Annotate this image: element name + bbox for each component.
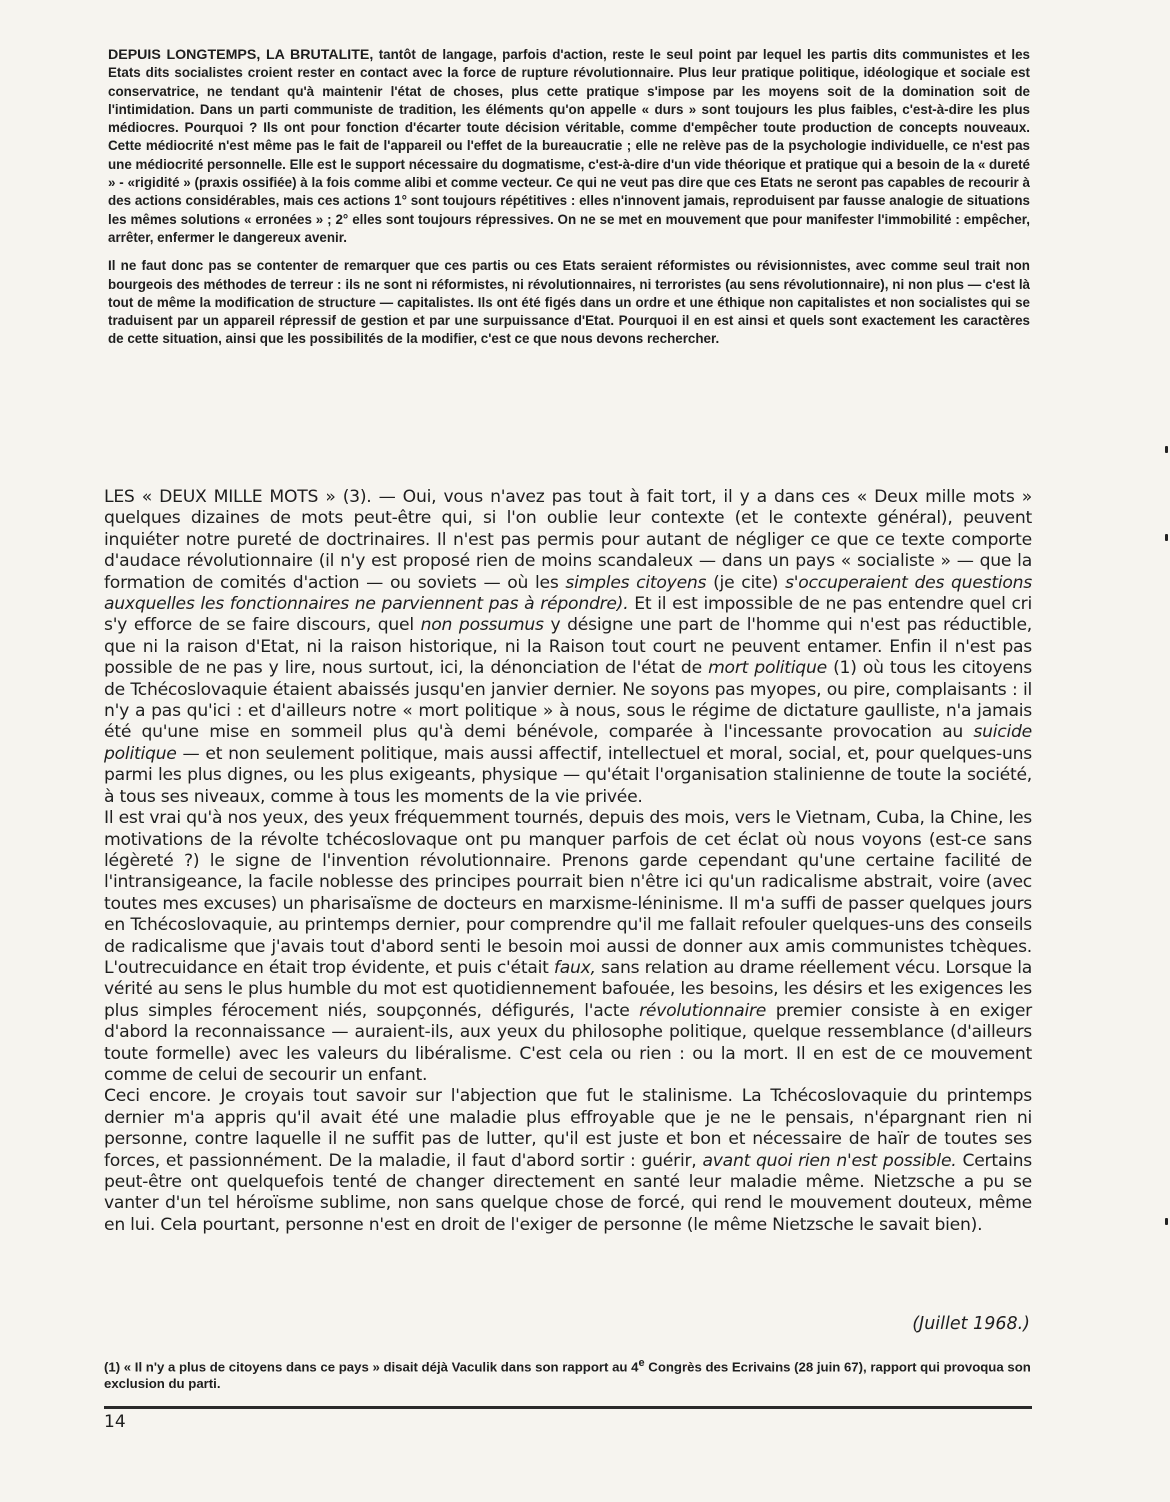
text-run: y désigne une part de l'homme qui n'est pas réductible, que ni la raison d'Etat, ni la raison historique, ni la Raison tout court ne peuvent entamer. Enfin il n'est pas possible de ne pas y lire, nous surtout, ici, la dénonciation de l'état de xyxy=(104,615,1032,679)
footnote xyxy=(104,1355,1034,1392)
page-number: 14 xyxy=(104,1412,126,1432)
margin-mark xyxy=(1165,446,1168,453)
margin-mark xyxy=(1165,1218,1168,1225)
italic-run: mort politique xyxy=(708,658,827,679)
text-run: (je cite) xyxy=(706,572,786,593)
paragraph xyxy=(104,487,1032,808)
page-divider xyxy=(104,1406,1032,1409)
text-run: sans relation au drame réellement vécu. Lorsque la vérité au sens le plus humble du mot est quotidiennement bafouée, les besoins, les désirs et les exigences les plus simples férocement niés, soupçonnés, défigurés, l'acte xyxy=(104,957,1033,1021)
text-run: — Oui, vous n'avez pas tout à fait tort, il y a dans ces « Deux mille mots » quelques dizaines de mots peut-être qui, si l'on oublie leur contexte (et le contexte général), peuvent inquiéter notre pureté de doctrinaires. Il n'est pas permis pour autant de négliger ce que ce texte comporte d'audace révolutionnaire (il n'y est proposé rien de moins scandaleux — dans un pays « socialiste » — que la formation de comités d'action — ou soviets — où les xyxy=(104,487,1032,593)
superscript: e xyxy=(638,1357,645,1369)
margin-mark xyxy=(1165,534,1168,541)
text-run: Ceci encore. Je croyais tout savoir sur l'abjection que fut le stalinisme. La Tchécoslovaquie du printemps dernier m'a appris qu'il avait été une maladie plus effroyable que je ne le pensais, n'épargnant rien ni personne, contre laquelle il ne suffit pas de lutter, qu'il est juste et bon et nécessaire de haïr de toutes ses forces, et passionnément. De la maladie, il faut d'abord sortir : guérir, xyxy=(104,1086,1032,1171)
italic-run: suicide politique xyxy=(104,722,1032,764)
italic-run: révolutionnaire xyxy=(639,1000,767,1021)
text-run: premier consiste à en exiger d'abord la reconnaissance — auraient-ils, aux yeux du philosophe politique, quelque ressemblance (d'ailleurs toute formelle) avec les valeurs du libéralisme. C'est cela ou rien : ou la mort. Il en est de ce mouvement comme de celui de secourir un enfant. xyxy=(104,1000,1032,1085)
italic-run: avant quoi rien n'est possible. xyxy=(702,1150,957,1171)
italic-run: s'occuperaient des questions auxquelles les fonctionnaires ne parviennent pas à répondre). xyxy=(104,572,1032,615)
italic-run: simples citoyens xyxy=(565,572,707,593)
paragraph-text: tantôt de langage, parfois d'action, reste le seul point par lequel les partis dits communistes et les Etats dits socialistes croient rester en contact avec la force de rupture révolutionnaire. Plus leur pratique politique, idéologique et sociale est conservatrice, ne tendant qu'à maintenir l'état de choses, plus cette pratique s'impose par les moyens soit de la domination soit de l'intimidation. Dans un parti communiste de tradition, les éléments qu'on appelle « durs » sont toujours les plus faibles, c'est-à-dire les plus médiocres. Pourquoi ? Ils ont pour fonction d'écarter toute décision véritable, comme d'empêcher toute production de concepts nouveaux. Cette médiocrité n'est même pas le fait de l'appareil ou l'effet de la bureaucratie ; elle ne relève pas de la psychologie individuelle, ce n'est pas une médiocrité personnelle. Elle est le support nécessaire du dogmatisme, c'est-à-dire d'un vide théorique et pratique qui a besoin de la « dureté » - «rigidité » (praxis ossifiée) à la fois comme alibi et comme vecteur. Ce qui ne veut pas dire que ces Etats ne seront pas capables de recourir à des actions considérables, mais ces actions 1° sont toujours répétitives : elles n'innovent jamais, reproduisent par fausse analogie de situations les mêmes solutions « erronées » ; 2° elles sont toujours répressives. On ne se met en mouvement que pour manifester l'immobilité : empêcher, arrêter, enfermer le dangereux avenir. xyxy=(108,47,1030,245)
article-section-deux-mille-mots xyxy=(104,487,1032,1236)
text-run: Il est vrai qu'à nos yeux, des yeux fréquemment tournés, depuis des mois, vers le Vietnam, Cuba, la Chine, les motivations de la révolte tchécoslovaque ont pu manquer parfois de cet éclat où nous voyons (est-ce sans légèreté ?) le signe de l'invention révolutionnaire. Prenons garde cependant qu'une certaine facilité de l'intransigeance, la facile noblesse des principes pourrait bien n'être ici qu'un radicalisme abstrait, voire (avec toutes mes excuses) un pharisaïsme de docteurs en marxisme-léninisme. Il m'a suffi de passer quelques jours en Tchécoslovaquie, au printemps dernier, pour comprendre qu'il me fallait refouler quelques-uns des conseils de radicalisme que j'avais tout d'abord senti le besoin moi aussi de donner aux amis communistes tchèques. L'outrecuidance en était trop évidente, et puis c'était xyxy=(104,808,1032,978)
article-section-brutalite xyxy=(108,46,1030,359)
article-date: (Juillet 1968.) xyxy=(912,1314,1030,1334)
text-run: — et non seulement politique, mais aussi affectif, intellectuel et moral, social, et, pour quelques-uns parmi les plus dignes, ou les plus exigeants, physique — qu'était l'organisation stalinienne de toute la société, à tous ses niveaux, comme à tous les moments de la vie privée. xyxy=(104,743,1032,807)
section-lead: LES « DEUX MILLE MOTS » (3). xyxy=(104,487,372,507)
paragraph: Il ne faut donc pas se contenter de remarquer que ces partis ou ces Etats seraient réformistes ou révisionnistes, avec comme seul trait non bourgeois des méthodes de terreur : ils ne sont ni réformistes, ni révolutionnaires, ni terroristes (au sens révolutionnaire), ni non plus — c'est là tout de même la modification de structure — capitalistes. Ils ont été figés dans un ordre et une éthique non capitalistes et non socialistes qui se traduisent par un appareil répressif de gestion et par une surpuissance d'Etat. Pourquoi il en est ainsi et quels sont exactement les caractères de cette situation, ainsi que les possibilités de la modifier, c'est ce que nous devons rechercher. xyxy=(108,258,1030,347)
text-run: Et il est impossible de ne pas entendre quel cri s'y efforce de se faire discours, quel xyxy=(104,594,1032,636)
paragraph xyxy=(104,1086,1032,1236)
italic-run: non possumus xyxy=(420,615,544,636)
paragraph xyxy=(104,808,1032,1086)
text-run: Certains peut-être ont quelquefois tenté de changer directement en santé leur maladie même. Nietzsche a pu se vanter d'un tel héroïsme sublime, non sans quelque chose de forcé, qui rend le mouvement douteux, même en lui. Cela pourtant, personne n'est en droit de l'exiger de personne (le même Nietzsche le savait bien). xyxy=(104,1150,1032,1235)
section-lead: DEPUIS LONGTEMPS, LA BRUTALITE, xyxy=(108,47,374,63)
text-run: (1) où tous les citoyens de Tchécoslovaquie étaient abaissés jusqu'en janvier dernier. Ne soyons pas myopes, ou pire, complaisants : il n'y a pas qu'ici : et d'ailleurs notre « mort politique » à nous, sous le régime de dictature gaulliste, n'a jamais été qu'une mise en sommeil plus qu'à demi bénévole, comparée à l'incessante provocation au xyxy=(104,658,1032,743)
italic-run: faux, xyxy=(553,957,596,978)
paragraph xyxy=(108,46,1030,247)
text-run: Congrès des Ecrivains (28 juin 67), rapport qui provoqua son exclusion du parti. xyxy=(104,1359,1031,1392)
text-run: (1) « Il n'y a plus de citoyens dans ce pays » disait déjà Vaculik dans son rapport au 4 xyxy=(104,1359,639,1375)
footnote-text xyxy=(104,1355,1034,1392)
